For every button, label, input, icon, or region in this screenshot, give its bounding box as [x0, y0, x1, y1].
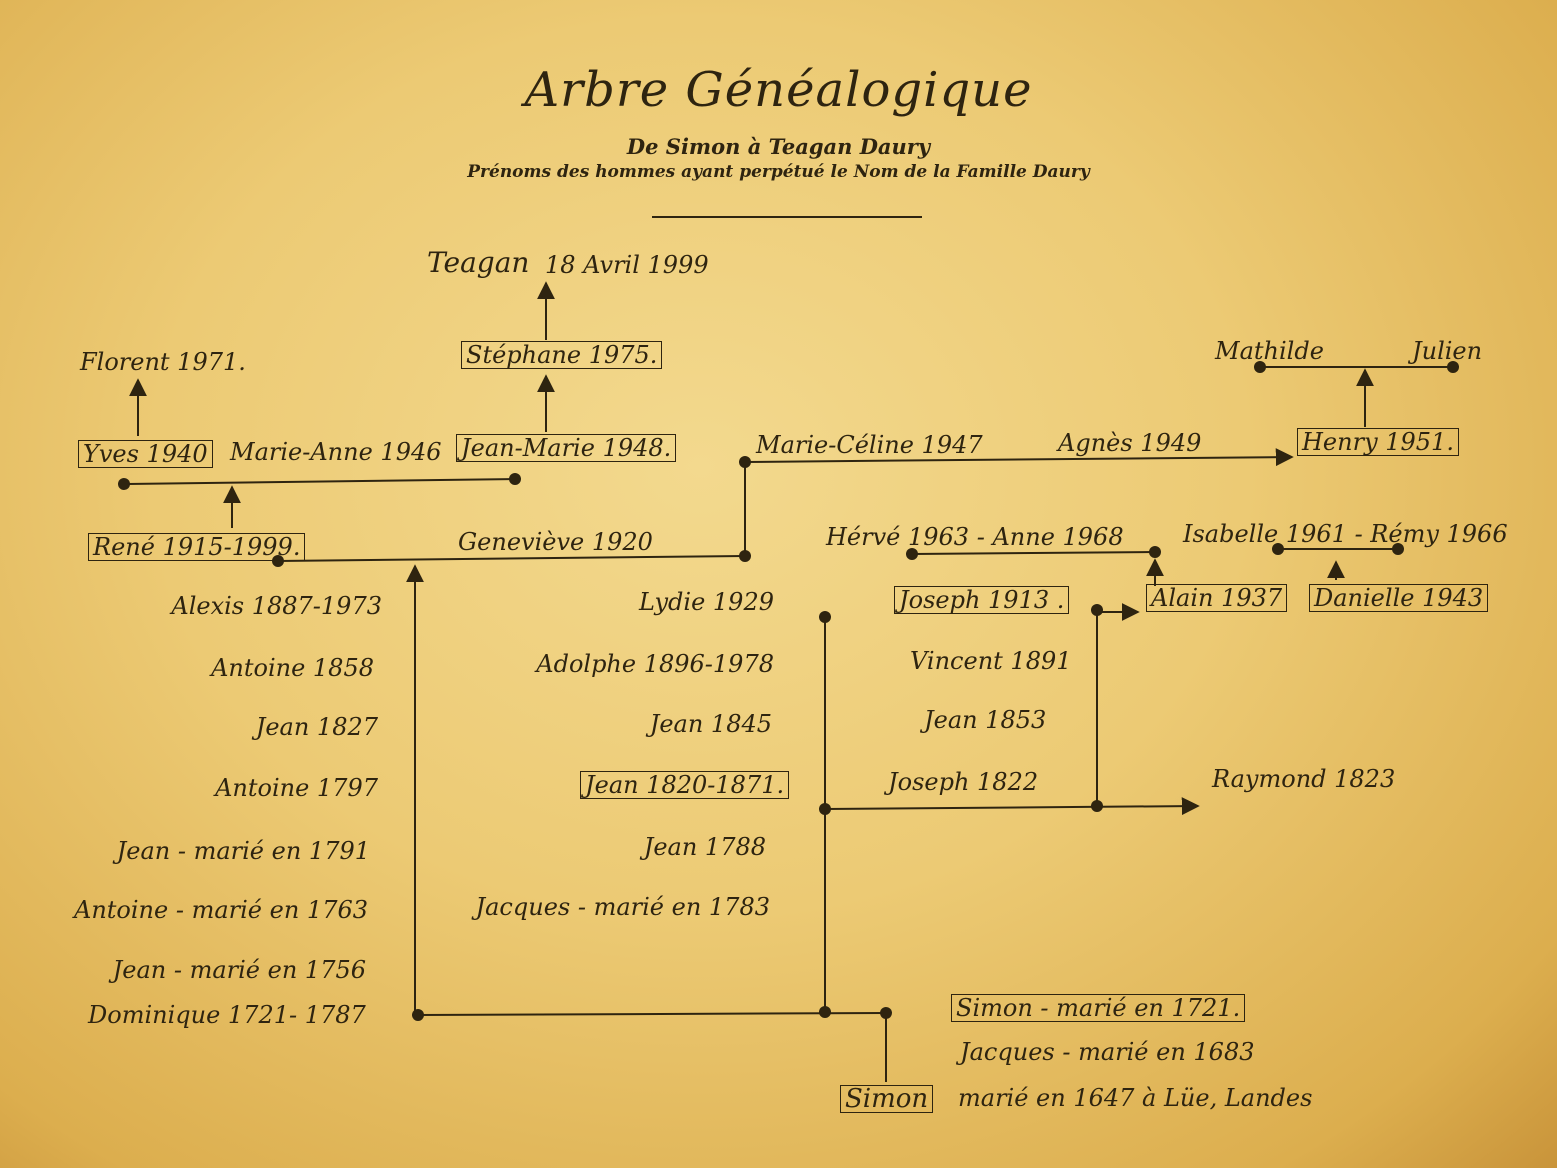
- jean-1820-box: Jean 1820-1871.: [580, 771, 789, 799]
- jean-1827-name: Jean 1827: [255, 713, 378, 741]
- danielle-box: Danielle 1943: [1309, 584, 1488, 612]
- herve-anne-names: Hérvé 1963 - Anne 1968: [826, 523, 1124, 551]
- dominique-name: Dominique 1721- 1787: [88, 1001, 366, 1029]
- jean-1853-name: Jean 1853: [924, 706, 1047, 734]
- teagan-name: Teagan: [427, 246, 530, 279]
- herve-anne-line: [912, 552, 1155, 554]
- jean-1791-name: Jean - marié en 1791: [116, 837, 370, 865]
- dot-joseph-1913: [1091, 604, 1103, 616]
- jean-marie-box: Jean-Marie 1948.: [456, 434, 676, 462]
- marie-anne-name: Marie-Anne 1946: [230, 438, 442, 466]
- adolphe-name: Adolphe 1896-1978: [536, 650, 774, 678]
- rene-children-line: [124, 479, 515, 484]
- page-caption: Prénoms des hommes ayant perpétué le Nom de la Famille Daury: [467, 162, 1090, 182]
- simon-branches-line: [418, 1013, 886, 1015]
- joseph-raymond-line: [825, 806, 1198, 809]
- raymond-name: Raymond 1823: [1212, 765, 1396, 793]
- dot-middle-bottom: [819, 1006, 831, 1018]
- alain-box: Alain 1937: [1146, 584, 1287, 612]
- yves-box: Yves 1940: [78, 440, 213, 468]
- simon-marriage-text: marié en 1647 à Lüe, Landes: [958, 1084, 1313, 1112]
- dot-lydie: [819, 611, 831, 623]
- antoine-1797-name: Antoine 1797: [215, 774, 378, 802]
- jean-1845-name: Jean 1845: [649, 710, 772, 738]
- dot-dominique: [412, 1009, 424, 1021]
- dot-yves: [118, 478, 130, 490]
- jacques-1783-name: Jacques - marié en 1783: [475, 893, 770, 921]
- lydie-name: Lydie 1929: [638, 588, 774, 616]
- simon-1721-box: Simon - marié en 1721.: [951, 994, 1245, 1022]
- antoine-1763-name: Antoine - marié en 1763: [74, 896, 368, 924]
- mathilde-name: Mathilde: [1215, 337, 1324, 365]
- julien-name: Julien: [1412, 337, 1483, 365]
- dot-joseph-raymond: [1091, 800, 1103, 812]
- florent-name: Florent 1971.: [80, 348, 246, 376]
- alexis-name: Alexis 1887-1973: [171, 592, 382, 620]
- joseph-1913-box: Joseph 1913 .: [894, 586, 1069, 614]
- page-subtitle: De Simon à Teagan Daury: [626, 134, 931, 159]
- jacques-1683-name: Jacques - marié en 1683: [960, 1038, 1255, 1066]
- antoine-1858-name: Antoine 1858: [211, 654, 374, 682]
- dot-simon: [880, 1007, 892, 1019]
- dot-anne: [1149, 546, 1161, 558]
- agnes-name: Agnès 1949: [1058, 429, 1202, 457]
- vincent-name: Vincent 1891: [910, 647, 1072, 675]
- dot-marie-anne: [509, 473, 521, 485]
- rene-box: René 1915-1999.: [88, 533, 305, 561]
- jean-1788-name: Jean 1788: [643, 833, 766, 861]
- dot-marie-celine: [739, 456, 751, 468]
- dot-genevieve: [739, 550, 751, 562]
- joseph-1822-name: Joseph 1822: [888, 768, 1039, 796]
- simon-box: Simon: [840, 1085, 933, 1113]
- marie-celine-name: Marie-Céline 1947: [756, 431, 983, 459]
- jean-1756-name: Jean - marié en 1756: [112, 956, 366, 984]
- page-title: Arbre Généalogique: [524, 62, 1033, 118]
- stephane-box: Stéphane 1975.: [461, 341, 662, 369]
- henry-box: Henry 1951.: [1297, 428, 1459, 456]
- genevieve-name: Geneviève 1920: [458, 528, 653, 556]
- teagan-date: 18 Avril 1999: [545, 251, 709, 279]
- dot-middle-junction: [819, 803, 831, 815]
- isabelle-remy-names: Isabelle 1961 - Rémy 1966: [1183, 520, 1508, 548]
